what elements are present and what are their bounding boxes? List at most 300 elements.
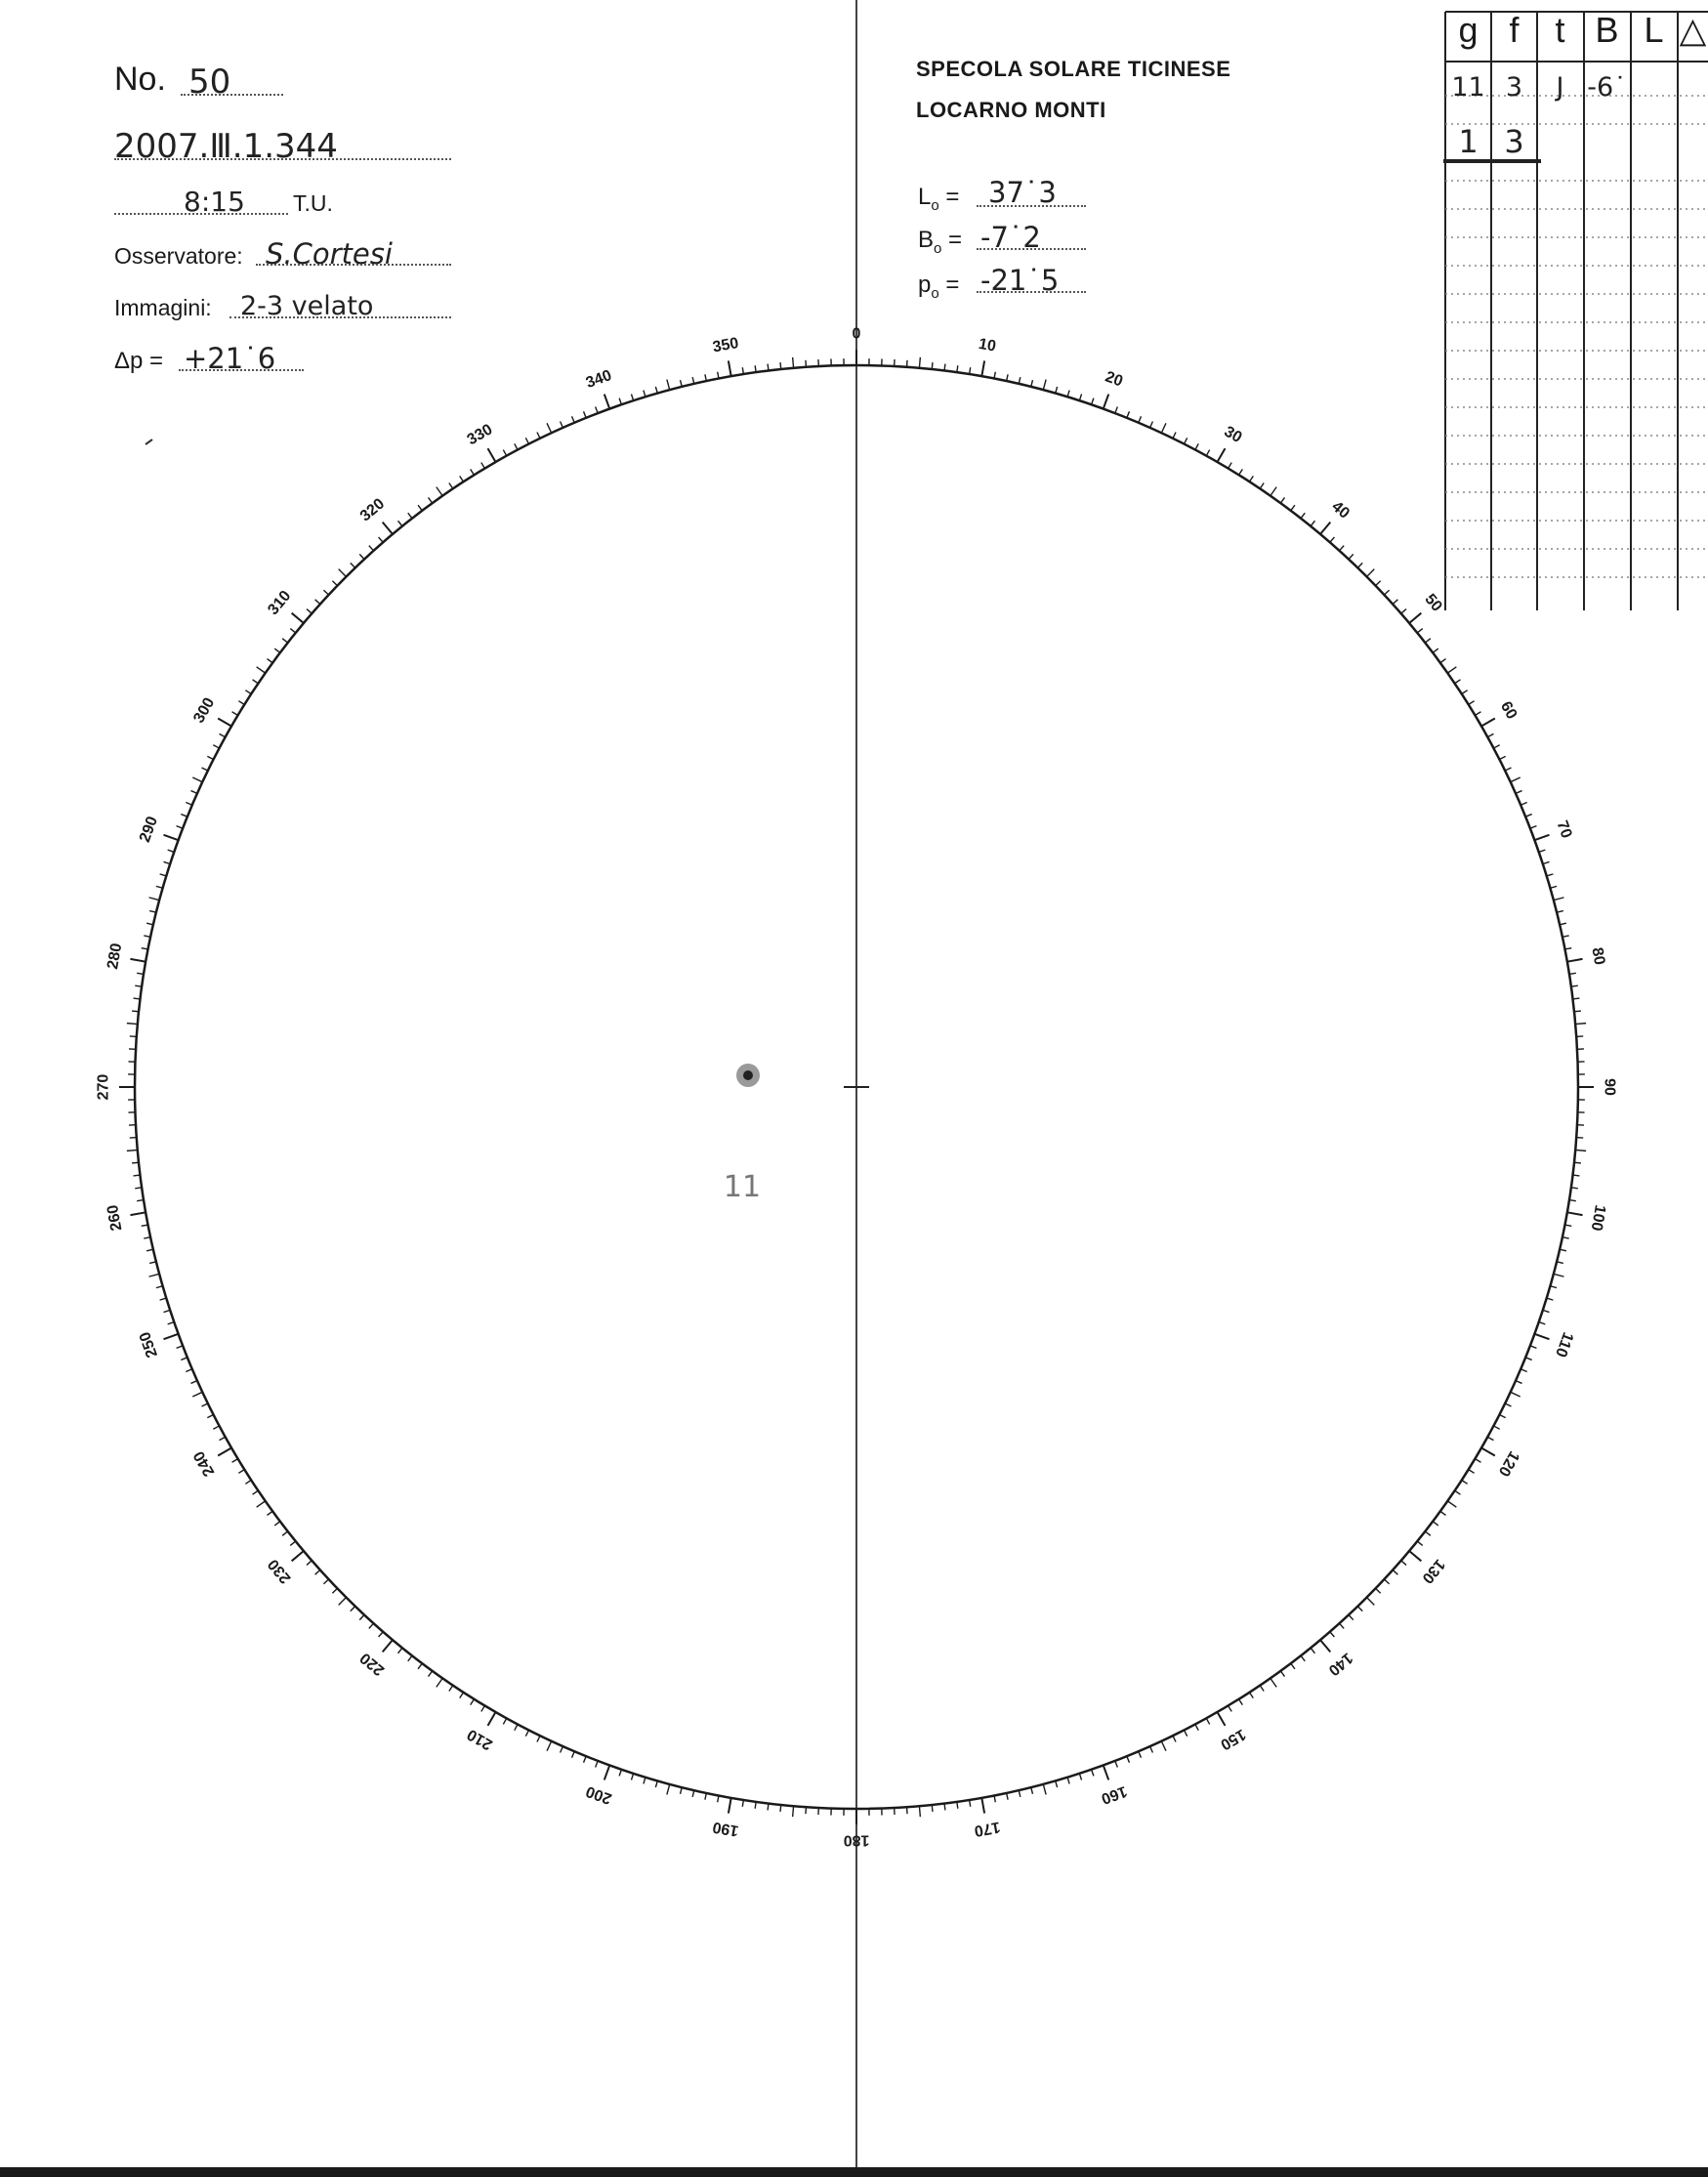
scale-tick [561,421,563,427]
scale-tick [488,448,496,462]
scale-tick [232,712,238,716]
scale-tick [1462,691,1468,694]
scale-label: 300 [190,694,219,727]
scale-tick [755,365,756,372]
scale-tick [1218,1712,1226,1726]
scale-tick [398,1648,402,1653]
scale-tick [149,911,156,913]
scale-tick [1409,1551,1421,1561]
scale-tick [1301,513,1305,519]
scale-tick [705,1793,706,1800]
scale-label: 340 [583,366,614,393]
scale-tick [1521,1369,1526,1372]
scale-tick [282,639,288,643]
scale-tick [1330,537,1335,542]
scale-tick [1384,1579,1389,1584]
group-table-row-lines [1445,96,1708,577]
scale-tick [232,1459,238,1463]
scale-tick [437,1678,442,1687]
scale-tick [1320,1640,1330,1652]
table-cell: J [1556,72,1564,103]
scale-tick [631,1774,633,1780]
scale-tick [323,1579,328,1584]
scale-tick [1547,874,1554,876]
scale-tick [220,733,226,736]
scale-tick [1092,1770,1094,1777]
scale-tick [596,1761,599,1768]
scale-tick [315,600,320,605]
scale-tick [780,1805,781,1812]
scale-tick [1557,911,1563,913]
scale-tick [1357,1607,1362,1612]
scale-tick [1043,380,1046,391]
scale-tick [793,1806,794,1817]
scale-tick [292,1551,304,1561]
scale-tick [1056,387,1058,394]
scale-tick [1206,450,1209,456]
table-header-l: L [1644,10,1664,50]
scale-tick [1376,581,1381,586]
scale-tick [705,374,706,381]
scale-tick [267,659,272,663]
scale-label: 210 [464,1725,496,1753]
scale-tick [481,1705,485,1711]
scale-tick [1139,1751,1142,1757]
scale-tick [1539,850,1546,852]
scale-tick [449,1686,453,1692]
scale-tick [1525,815,1531,817]
scale-tick [192,777,202,782]
scale-tick [127,1024,138,1025]
scale-tick [1572,998,1579,999]
scale-tick [238,1470,244,1474]
table-header-delta: △ [1679,10,1707,50]
scale-tick [149,1274,160,1277]
scale-label: 90 [1601,1078,1618,1096]
scale-tick [1572,1175,1579,1176]
scale-tick [134,1175,141,1176]
scale-tick [168,850,175,852]
scale-tick [156,1286,163,1288]
scale-tick [584,411,587,417]
scale-tick [1511,1392,1521,1397]
scale-label: 270 [95,1073,112,1101]
scale-tick [238,701,244,705]
bottom-edge-strip [0,2167,1708,2177]
scale-tick [1475,1459,1480,1463]
scale-label: 160 [1099,1781,1130,1808]
scale-tick [379,537,384,542]
scale-tick [488,1712,496,1726]
scale-label: 20 [1103,368,1125,391]
scale-tick [164,835,179,840]
scale-tick [957,365,958,372]
scale-tick [681,1787,683,1794]
scale-tick [1447,667,1456,673]
scale-tick [1440,659,1446,663]
scale-tick [1562,936,1569,937]
scale-tick [604,1765,609,1779]
scale-tick [1280,497,1284,503]
scale-tick [1173,432,1176,438]
scale-tick [274,649,280,652]
scale-tick [1567,1212,1583,1215]
scale-tick [160,874,167,876]
scale-tick [1425,1531,1431,1535]
scale-tick [768,1803,769,1810]
scale-tick [383,1640,393,1652]
scale-tick [1433,1522,1438,1526]
scale-tick [1260,1686,1264,1692]
scale-tick [919,357,920,368]
scale-tick [1067,391,1069,398]
scale-tick [667,380,670,391]
b0-value: -7˙2 [980,221,1041,254]
scale-tick [257,667,266,673]
scale-tick [1184,438,1187,443]
number-dotline [181,94,283,96]
scale-tick [245,1480,251,1484]
scale-tick [584,1756,587,1762]
scale-label: 10 [977,335,998,356]
scale-tick [1530,826,1537,829]
scale-tick [160,1298,167,1300]
scale-tick [1455,1490,1461,1494]
scale-tick [1393,600,1397,605]
table-cell: 3 [1505,72,1523,103]
scale-tick [351,563,355,567]
scale-tick [919,1806,920,1817]
scale-tick [604,395,609,409]
sunspot-group-label: 11 [723,1170,762,1204]
scale-tick [1516,791,1521,794]
scale-tick [1530,1346,1537,1349]
scale-tick [418,505,422,511]
scale-tick [449,483,453,489]
scale-tick [1574,1011,1581,1012]
scale-tick [1291,1663,1295,1669]
scale-tick [1401,1561,1406,1566]
scale-tick [1320,523,1330,534]
scale-tick [1291,505,1295,511]
scale-tick [1376,1588,1381,1593]
scale-tick [192,1392,202,1397]
observer-dotline [256,264,451,266]
scale-tick [156,886,163,888]
scale-tick [1469,701,1475,705]
scale-tick [135,985,142,986]
scale-label: 80 [1588,945,1608,967]
p0-dotline [977,291,1086,293]
scale-label: 220 [356,1649,389,1679]
scale-tick [1575,1150,1586,1151]
scale-tick [644,1778,646,1784]
scale-tick [729,1798,731,1814]
scale-tick [957,1802,958,1809]
scale-tick [681,380,683,387]
number-value: 50 [188,63,231,102]
scale-tick [1547,1298,1554,1300]
scale-tick [1543,1310,1550,1312]
scale-tick [190,791,196,794]
scale-tick [1127,411,1130,417]
scale-tick [503,450,506,456]
scale-tick [307,609,312,614]
scale-tick [181,815,187,817]
scale-tick [130,959,146,962]
scale-tick [1161,423,1166,433]
scale-label: 50 [1421,591,1445,615]
scale-tick [1229,463,1232,469]
scale-tick [369,546,374,551]
scale-tick [1280,1671,1284,1677]
date-dotline [114,158,451,160]
scale-tick [1505,1403,1511,1406]
scale-tick [1571,985,1578,986]
scale-tick [1567,959,1583,962]
scale-tick [1311,521,1314,525]
scale-tick [1557,1262,1563,1264]
scale-tick [323,590,328,595]
scale-tick [127,1150,138,1151]
scale-tick [1184,1730,1187,1736]
scale-label: 260 [104,1203,126,1233]
scale-tick [981,360,984,376]
scale-tick [1339,546,1344,551]
scale-tick [1521,803,1526,806]
time-dotline [114,213,288,215]
scale-tick [572,416,575,422]
table-cell: 1 [1458,123,1479,160]
scale-tick [1271,1678,1276,1687]
scale-tick [1007,1793,1008,1800]
scale-tick [1127,1756,1130,1762]
scale-label: 240 [190,1447,219,1480]
scale-tick [1575,1024,1586,1025]
scale-tick [1104,1765,1108,1779]
scale-tick [1417,629,1422,633]
scale-tick [351,1607,355,1612]
scale-tick [460,1693,464,1698]
table-header-b: B [1595,10,1619,50]
scale-tick [471,469,475,475]
observatory-location: LOCARNO MONTI [916,98,1106,122]
scale-tick [481,463,485,469]
scale-tick [1539,1322,1546,1324]
scale-tick [1487,733,1493,736]
scale-label: 180 [843,1831,870,1849]
scale-label: 170 [973,1818,1002,1839]
scale-tick [780,362,781,369]
scale-tick [1554,898,1564,900]
scale-tick [944,364,945,371]
scale-tick [503,1718,506,1724]
scale-tick [525,1730,528,1736]
scale-tick [1150,1746,1153,1752]
scale-tick [755,1802,756,1809]
scale-tick [1560,923,1566,925]
scale-tick [1249,1693,1253,1698]
scale-label: 310 [265,587,295,619]
scale-tick [207,1414,213,1417]
scale-tick [186,1369,191,1372]
scale-tick [1425,639,1431,643]
scale-tick [1409,613,1421,623]
scale-tick [132,1162,139,1163]
scale-label: 330 [464,421,496,449]
scale-tick [547,423,552,433]
observatory-name: SPECOLA SOLARE TICINESE [916,57,1231,81]
scale-tick [1367,1598,1375,1606]
scale-tick [1043,1784,1046,1795]
scale-tick [267,1511,272,1515]
scale-tick [1330,1632,1335,1637]
scale-tick [1301,1655,1305,1661]
scale-tick [515,1724,518,1730]
scale-tick [290,629,295,633]
scale-tick [932,1805,933,1812]
scale-tick [1447,1501,1456,1507]
scale-tick [1161,1741,1166,1751]
scale-tick [1534,1334,1549,1339]
scale-tick [460,476,464,481]
scale-tick [1349,1614,1354,1619]
scale-tick [667,1784,670,1795]
scale-tick [1115,1761,1118,1768]
scale-label: 350 [711,335,740,356]
scale-tick [1195,443,1198,449]
scale-tick [729,360,731,376]
images-label: Immagini: [114,295,212,320]
scale-label: 120 [1494,1447,1522,1480]
scale-tick [201,1403,207,1406]
scale-tick [149,1262,156,1264]
scale-tick [201,768,207,771]
scale-tick [1401,609,1406,614]
scale-label: 150 [1217,1725,1249,1753]
scale-label: 280 [104,942,126,971]
scale-tick [307,1561,312,1566]
scale-tick [164,1334,179,1339]
scale-tick [1260,483,1264,489]
scale-tick [290,1541,295,1545]
table-header-f: f [1509,10,1520,50]
scale-tick [1092,398,1094,405]
scale-tick [932,362,933,369]
l0-dotline [977,205,1086,207]
scale-tick [1455,680,1461,684]
scale-tick [282,1531,288,1535]
scale-tick [1239,469,1243,475]
scale-label: 110 [1552,1329,1576,1360]
scale-tick [144,1237,150,1238]
scale-tick [1206,1718,1209,1724]
scale-tick [1433,649,1438,652]
scale-tick [146,923,153,925]
scale-tick [1475,712,1480,716]
scale-label: 200 [583,1781,614,1808]
scale-tick [408,513,412,519]
scale-tick [1311,1648,1314,1653]
scale-tick [1393,1570,1397,1574]
scale-tick [146,1249,153,1251]
scale-tick [383,523,393,534]
scale-tick [1079,1774,1081,1780]
scale-tick [359,554,364,559]
scale-tick [1339,1623,1344,1628]
scale-tick [1571,1188,1578,1189]
scale-tick [274,1522,280,1526]
scale-label: 190 [711,1818,740,1839]
scale-tick [644,391,646,398]
table-header-t: t [1555,10,1565,50]
scale-tick [1007,374,1008,381]
scale-label: 60 [1496,698,1521,723]
scale-tick [596,407,599,414]
scale-tick [1139,416,1142,422]
scale-tick [253,1490,259,1494]
scale-tick [1271,487,1276,496]
table-header-g: g [1458,10,1479,50]
scale-tick [1249,476,1253,481]
scale-tick [793,357,794,368]
scale-label: 100 [1587,1203,1608,1233]
scale-tick [692,1790,694,1797]
scale-label: 40 [1328,498,1353,523]
scale-label: 130 [1418,1555,1448,1587]
scale-tick [1469,1470,1475,1474]
scale-tick [1574,1162,1581,1163]
scale-tick [561,1746,563,1752]
scale-tick [1481,719,1495,727]
scale-tick [944,1803,945,1810]
scale-tick [164,861,171,863]
scale-tick [181,1358,187,1361]
scale-tick [177,826,184,829]
table-cell: 11 [1451,72,1485,103]
scale-tick [168,1322,175,1324]
scale-tick [1550,886,1557,888]
scale-tick [981,1798,984,1814]
scale-label: 320 [356,495,389,525]
date-value: 2007.Ⅲ.1.344 [114,127,338,166]
scale-tick [186,803,191,806]
delta-p-dotline [179,369,304,371]
scale-tick [130,1212,146,1215]
scale-tick [1384,590,1389,595]
scale-tick [572,1751,575,1757]
scale-tick [135,1188,142,1189]
scale-label: 0 [852,325,861,343]
scale-tick [1493,1426,1499,1429]
scale-tick [359,1614,364,1619]
observer-label: Osservatore: [114,243,243,269]
scale-tick [1560,1249,1566,1251]
scale-tick [655,1780,657,1787]
images-value: 2-3 velato [240,291,374,321]
scale-label: 30 [1221,423,1245,447]
scale-tick [1357,563,1362,567]
scale-tick [1543,861,1550,863]
scale-tick [332,581,337,586]
scale-tick [1019,377,1021,384]
scale-tick [1550,1286,1557,1288]
scale-tick [429,1671,433,1677]
p0-label: $p_o$ = [918,272,960,302]
scale-tick [220,1437,226,1440]
scale-tick [655,387,657,394]
scale-tick [619,398,621,405]
